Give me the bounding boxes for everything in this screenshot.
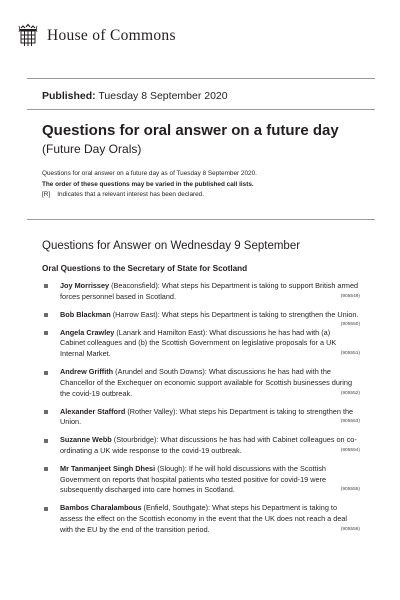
interest-text: Indicates that a relevant interest has been declared. (57, 191, 205, 198)
member-name: Bob Blackman (60, 309, 111, 319)
question-text: What steps his Department is taking to assess the effect on the Scottish economy in the event that the UK does not reach a deal with the EU by the end of the transition period. (60, 503, 348, 534)
bullet-icon (44, 331, 48, 335)
bullet-icon (44, 467, 48, 471)
constituency: (Arundel and South Downs): (115, 367, 207, 377)
constituency: (Beaconsfield): (111, 281, 160, 290)
bullet-icon (44, 507, 48, 511)
member-name: Joy Morrissey (60, 281, 110, 290)
question-item (42, 309, 360, 328)
question-number: (905550) (340, 322, 360, 328)
interest-note (42, 190, 257, 201)
member-name: Suzanne Webb (60, 435, 112, 445)
member-name: Mr Tanmanjeet Singh Dhesi (60, 463, 156, 473)
intro-order-note: The order of these questions may be varied in the published call lists. (42, 180, 254, 188)
question-text: What steps his Department is taking to strengthen the Union. (161, 309, 359, 319)
constituency: (Lanark and Hamilton East): (116, 327, 208, 337)
divider (27, 109, 375, 110)
document-title: Questions for oral answer on a future day (42, 122, 339, 139)
constituency: (Stourbridge): (113, 435, 159, 445)
published-date: Tuesday 8 September 2020 (98, 90, 228, 102)
document-subtitle: (Future Day Orals) (42, 142, 142, 156)
question-number: (905553) (340, 419, 360, 425)
question-number: (905555) (340, 487, 360, 493)
intro-line: Questions for oral answer on a future day as of Tuesday 8 September 2020. (42, 170, 257, 177)
constituency: (Slough): (157, 463, 187, 473)
question-text: What steps his Department is taking to support British armed forces personnel based in Scotland. (60, 281, 359, 301)
question-item (42, 367, 360, 399)
question-item (42, 407, 360, 428)
bullet-icon (44, 313, 48, 317)
question-text: What steps his Department is taking to strengthen the Union. (60, 406, 354, 427)
question-number: (905552) (340, 390, 360, 396)
question-text: What discussions he has had with the Chancellor of the Exchequer on economic support available for Scottish businesses during the covid-19 outbreak. (60, 367, 353, 398)
member-name: Angela Crawley (60, 327, 115, 337)
bullet-icon (44, 439, 48, 443)
bullet-icon (44, 284, 48, 288)
divider (27, 219, 375, 220)
question-item (42, 464, 360, 496)
published-label: Published: (42, 90, 96, 102)
bullet-icon (44, 410, 48, 414)
question-item (42, 435, 360, 456)
question-list (42, 281, 360, 543)
question-item (42, 503, 360, 535)
divider (27, 78, 375, 79)
portcullis-icon (18, 23, 38, 49)
member-name: Andrew Griffith (60, 367, 114, 377)
question-item (42, 328, 360, 360)
question-item (42, 281, 360, 302)
interest-marker: [R] (42, 191, 51, 198)
question-text: If he will hold discussions with the Scottish Government on reports that hospital patients who tested positive for covid-19 were subsequently discharged into care homes in Scotland. (60, 463, 327, 495)
intro-notes (42, 169, 257, 201)
question-number: (905554) (340, 447, 360, 453)
constituency: (Rother Valley): (127, 406, 178, 416)
question-text: What discussions he has had with (a) Cabinet colleagues and (b) the Scottish Government on legislative proposals for a UK Internal Market. (60, 327, 337, 359)
member-name: Bambos Charalambous (60, 503, 142, 513)
bullet-icon (44, 371, 48, 375)
question-number: (905556) (340, 526, 360, 532)
house-header (18, 22, 176, 50)
published-line (42, 90, 228, 102)
member-name: Alexander Stafford (60, 406, 126, 416)
question-number: (905549) (340, 293, 360, 299)
constituency: (Harrow East): (112, 309, 160, 319)
question-text: What discussions he has had with Cabinet colleagues on co-ordinating a UK wide response to the covid-19 outbreak. (60, 435, 357, 455)
question-number: (905551) (340, 351, 360, 357)
house-name: House of Commons (47, 27, 176, 44)
constituency: (Enfield, Southgate): (143, 503, 211, 513)
section-subheading: Oral Questions to the Secretary of State for Scotland (42, 264, 248, 273)
section-heading: Questions for Answer on Wednesday 9 September (42, 240, 301, 252)
